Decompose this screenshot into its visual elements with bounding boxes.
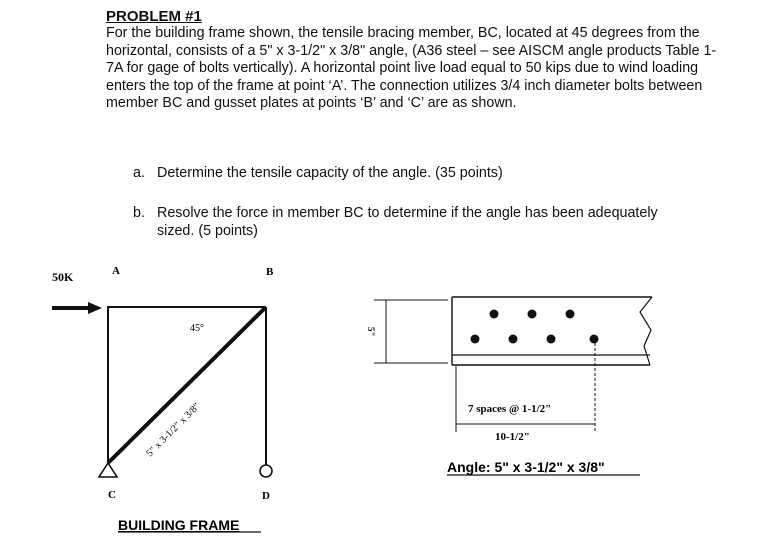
question-a-label: a. bbox=[133, 165, 145, 181]
spacing-label: 7 spaces @ 1-1/2" bbox=[468, 403, 552, 415]
node-d-label: D bbox=[262, 490, 270, 502]
bolt bbox=[590, 335, 599, 344]
angle-label: 45° bbox=[190, 323, 204, 334]
building-frame-diagram bbox=[52, 265, 274, 533]
problem-statement: For the building frame shown, the tensile bracing member, BC, located at 45 degrees from the horizontal, consists of a 5" x 3-1/2" x 3/8" angle, (A36 steel – see AISCM angle products Table 1-7A for gage of bolts vertically). A horizontal point live load equal to 50 kips due to wind loading enters the top of the frame at point ‘A’. The connection utilizes 3/4 inch diameter bolts between member BC and gusset plates at points ‘B’ and ‘C’ are as shown. bbox=[106, 25, 717, 112]
height-label: 5" bbox=[366, 327, 376, 337]
angle-caption: Angle: 5" x 3-1/2" x 3/8" bbox=[447, 459, 605, 475]
length-label: 10-1/2" bbox=[495, 431, 530, 443]
load-arrow-icon bbox=[52, 302, 102, 314]
member-label: 5" x 3-1/2" x 3/8" bbox=[144, 401, 203, 460]
bolt bbox=[490, 310, 499, 319]
bolt bbox=[528, 310, 537, 319]
bolt bbox=[471, 335, 480, 344]
node-a-label: A bbox=[112, 265, 120, 277]
frame-caption: BUILDING FRAME bbox=[118, 517, 240, 533]
brace-bc bbox=[108, 307, 266, 463]
question-b-label: b. bbox=[133, 205, 145, 221]
node-b-label: B bbox=[266, 266, 274, 278]
problem-title: PROBLEM #1 bbox=[106, 8, 202, 25]
bolt bbox=[509, 335, 518, 344]
question-b-text: Resolve the force in member BC to determine if the angle has been adequately sized. (5 points) bbox=[157, 205, 658, 239]
node-c-label: C bbox=[108, 489, 116, 501]
question-a-text: Determine the tensile capacity of the angle. (35 points) bbox=[157, 165, 503, 181]
pin-support-icon bbox=[99, 463, 117, 477]
connection-detail-diagram bbox=[366, 297, 652, 475]
roller-support-icon bbox=[260, 465, 272, 477]
bolt bbox=[547, 335, 556, 344]
bolt bbox=[566, 310, 575, 319]
load-label: 50K bbox=[52, 270, 74, 284]
